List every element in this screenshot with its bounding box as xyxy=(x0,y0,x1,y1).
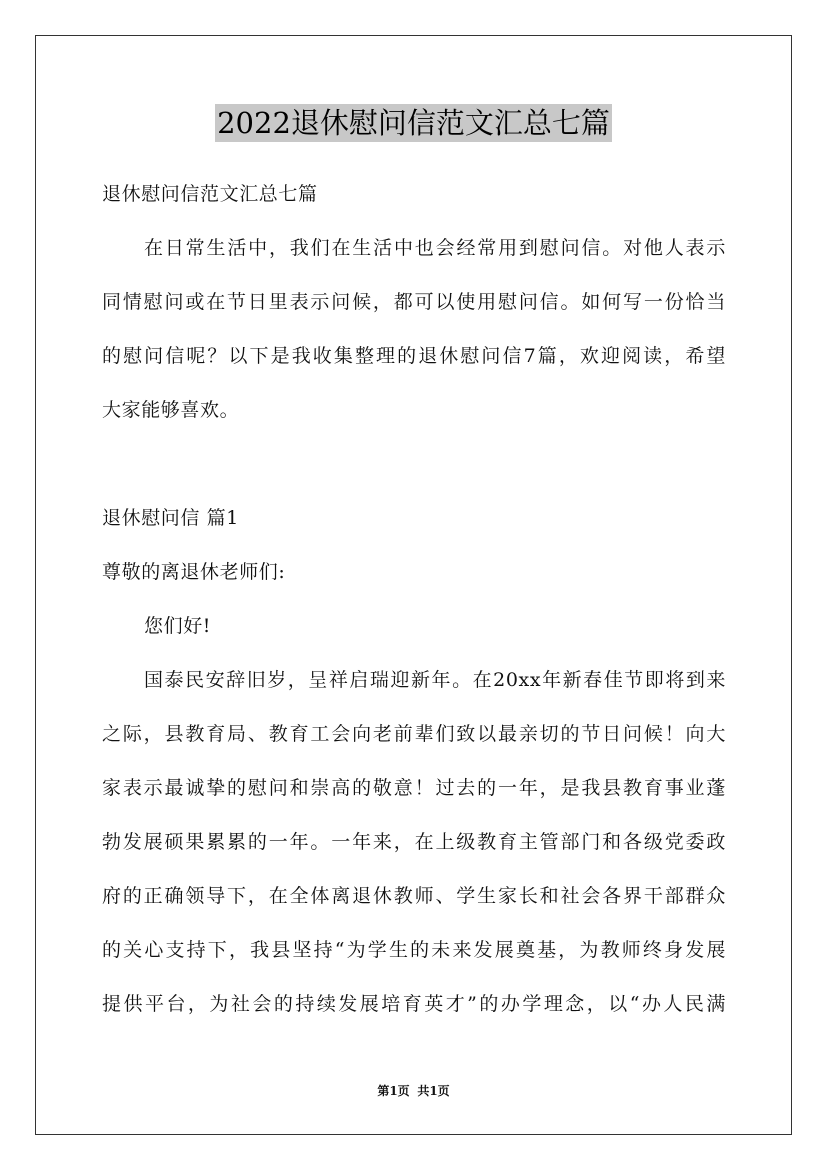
section-heading: 退休慰问信 篇1 xyxy=(102,507,239,529)
title-container xyxy=(0,104,827,142)
salutation: 尊敬的离退休老师们: xyxy=(102,561,286,583)
intro-line: 同情慰问或在节日里表示问候，都可以使用慰问信。如何写一份恰当 xyxy=(102,291,726,313)
page-footer xyxy=(0,1083,827,1099)
body-line: 勃发展硕果累累的一年。一年来，在上级教育主管部门和各级党委政 xyxy=(102,831,726,853)
document-title: 2022退休慰问信范文汇总七篇 xyxy=(217,106,610,140)
body-line: 国泰民安辞旧岁，呈祥启瑞迎新年。在20xx年新春佳节即将到来 xyxy=(144,669,726,691)
body-line: 府的正确领导下，在全体离退休教师、学生家长和社会各界干部群众 xyxy=(102,885,726,907)
body-line: 提供平台，为社会的持续发展培育英才”的办学理念，以“办人民满 xyxy=(102,993,726,1015)
body-line: 之际，县教育局、教育工会向老前辈们致以最亲切的节日问候！向大 xyxy=(102,723,726,745)
greeting: 您们好! xyxy=(144,615,212,637)
intro-line: 在日常生活中，我们在生活中也会经常用到慰问信。对他人表示 xyxy=(144,237,726,259)
body-line: 家表示最诚挚的慰问和崇高的敬意！过去的一年，是我县教育事业蓬 xyxy=(102,777,726,799)
intro-line: 的慰问信呢？以下是我收集整理的退休慰问信7篇，欢迎阅读，希望 xyxy=(102,345,726,367)
body-line: 的关心支持下，我县坚持“为学生的未来发展奠基，为教师终身发展 xyxy=(102,939,726,961)
intro-line: 大家能够喜欢。 xyxy=(102,399,240,421)
page-number: 第1页 xyxy=(377,1084,410,1098)
document-subtitle: 退休慰问信范文汇总七篇 xyxy=(102,183,318,205)
page-total: 共1页 xyxy=(417,1084,450,1098)
